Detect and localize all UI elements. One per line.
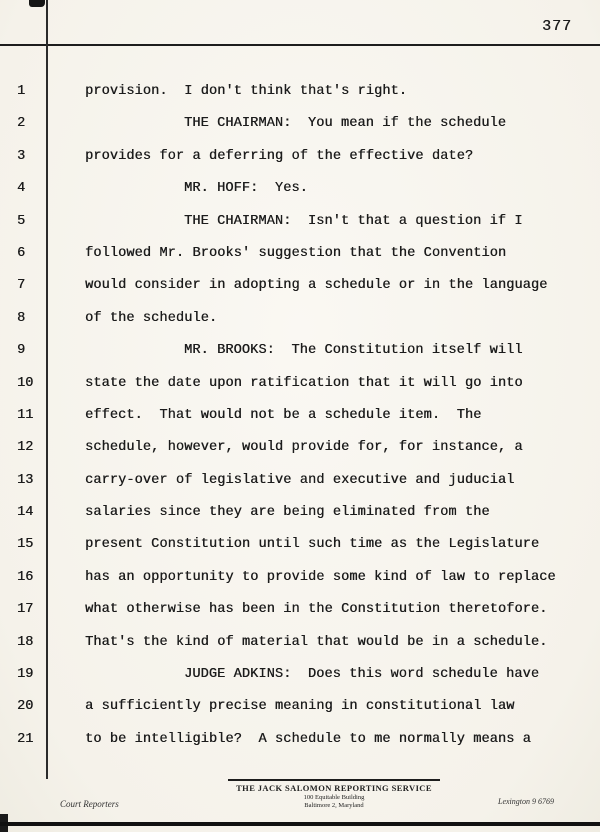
line-text: to be intelligible? A schedule to me normally means a — [85, 731, 531, 747]
top-rule — [0, 44, 600, 46]
line-number: 13 — [17, 472, 34, 488]
transcript-line — [0, 116, 594, 148]
line-text: THE CHAIRMAN: You mean if the schedule — [184, 116, 507, 132]
transcript-line — [0, 699, 594, 731]
transcript-line — [0, 602, 594, 634]
line-number: 16 — [17, 569, 34, 585]
line-number: 15 — [17, 537, 34, 553]
line-number: 11 — [17, 407, 34, 423]
transcript-line — [0, 473, 594, 505]
line-number: 10 — [17, 375, 34, 391]
line-number: 17 — [17, 602, 34, 618]
line-number: 9 — [17, 343, 26, 359]
line-text: would consider in adopting a schedule or in the language — [85, 278, 548, 294]
transcript-line — [0, 84, 594, 116]
line-number: 1 — [17, 84, 26, 99]
line-text: provides for a deferring of the effective date? — [85, 148, 474, 164]
line-text: what otherwise has been in the Constitution theretofore. — [85, 602, 548, 618]
transcript-line — [0, 376, 594, 408]
line-number: 12 — [17, 440, 34, 456]
reporting-service-city: Baltimore 2, Maryland — [304, 801, 364, 809]
court-reporters-label: Court Reporters — [60, 799, 119, 809]
scan-edge — [0, 822, 600, 826]
line-text: state the date upon ratification that it will go into — [85, 375, 523, 391]
line-text: provision. I don't think that's right. — [85, 84, 408, 99]
line-number: 19 — [17, 667, 34, 683]
transcript-line — [0, 440, 594, 472]
transcript-line — [0, 667, 594, 699]
line-text: JUDGE ADKINS: Does this word schedule have — [184, 667, 540, 683]
line-text: THE CHAIRMAN: Isn't that a question if I — [184, 213, 523, 229]
line-text: schedule, however, would provide for, for instance, a — [85, 440, 523, 456]
transcript-line — [0, 149, 594, 181]
line-text: present Constitution until such time as the Legislature — [85, 537, 540, 553]
line-number: 20 — [17, 699, 34, 715]
transcript-line — [0, 635, 594, 667]
line-text: carry-over of legislative and executive and juducial — [85, 472, 515, 488]
line-text: followed Mr. Brooks' suggestion that the Convention — [85, 245, 507, 261]
line-text: a sufficiently precise meaning in constitutional law — [85, 699, 515, 715]
line-number: 18 — [17, 634, 34, 650]
line-text: effect. That would not be a schedule item. The — [85, 407, 482, 423]
scan-artifact — [29, 0, 45, 7]
line-number: 4 — [17, 181, 26, 197]
line-number: 2 — [17, 116, 26, 132]
reporting-service-name: THE JACK SALOMON REPORTING SERVICE — [236, 783, 432, 793]
line-text: of the schedule. — [85, 310, 218, 326]
line-text: MR. HOFF: Yes. — [184, 181, 308, 197]
phone-label: Lexington 9 6769 — [498, 797, 554, 806]
transcript-line — [0, 181, 594, 213]
transcript-line — [0, 537, 594, 569]
line-number: 5 — [17, 213, 26, 229]
line-number: 14 — [17, 505, 34, 521]
reporting-service-address: 100 Equitable Building — [303, 793, 365, 801]
line-text: That's the kind of material that would be in a schedule. — [85, 634, 548, 650]
line-number: 8 — [17, 310, 26, 326]
line-text: has an opportunity to provide some kind of law to replace — [85, 569, 556, 585]
transcript-line — [0, 732, 594, 764]
line-number: 21 — [17, 731, 34, 747]
page-number: 377 — [541, 18, 572, 35]
transcript-line — [0, 246, 594, 278]
reporting-service-block — [184, 783, 484, 810]
transcript-line — [0, 214, 594, 246]
line-number: 3 — [17, 148, 26, 164]
transcript-line — [0, 278, 594, 310]
line-text: salaries since they are being eliminated from the — [85, 505, 490, 521]
line-text: MR. BROOKS: The Constitution itself will — [184, 343, 523, 359]
transcript-line — [0, 343, 594, 375]
transcript-line — [0, 408, 594, 440]
footer-rule — [228, 779, 440, 781]
line-number: 6 — [17, 245, 26, 261]
transcript-line — [0, 311, 594, 343]
transcript-line — [0, 505, 594, 537]
transcript-line — [0, 570, 594, 602]
transcript-body — [0, 84, 594, 764]
line-number: 7 — [17, 278, 26, 294]
